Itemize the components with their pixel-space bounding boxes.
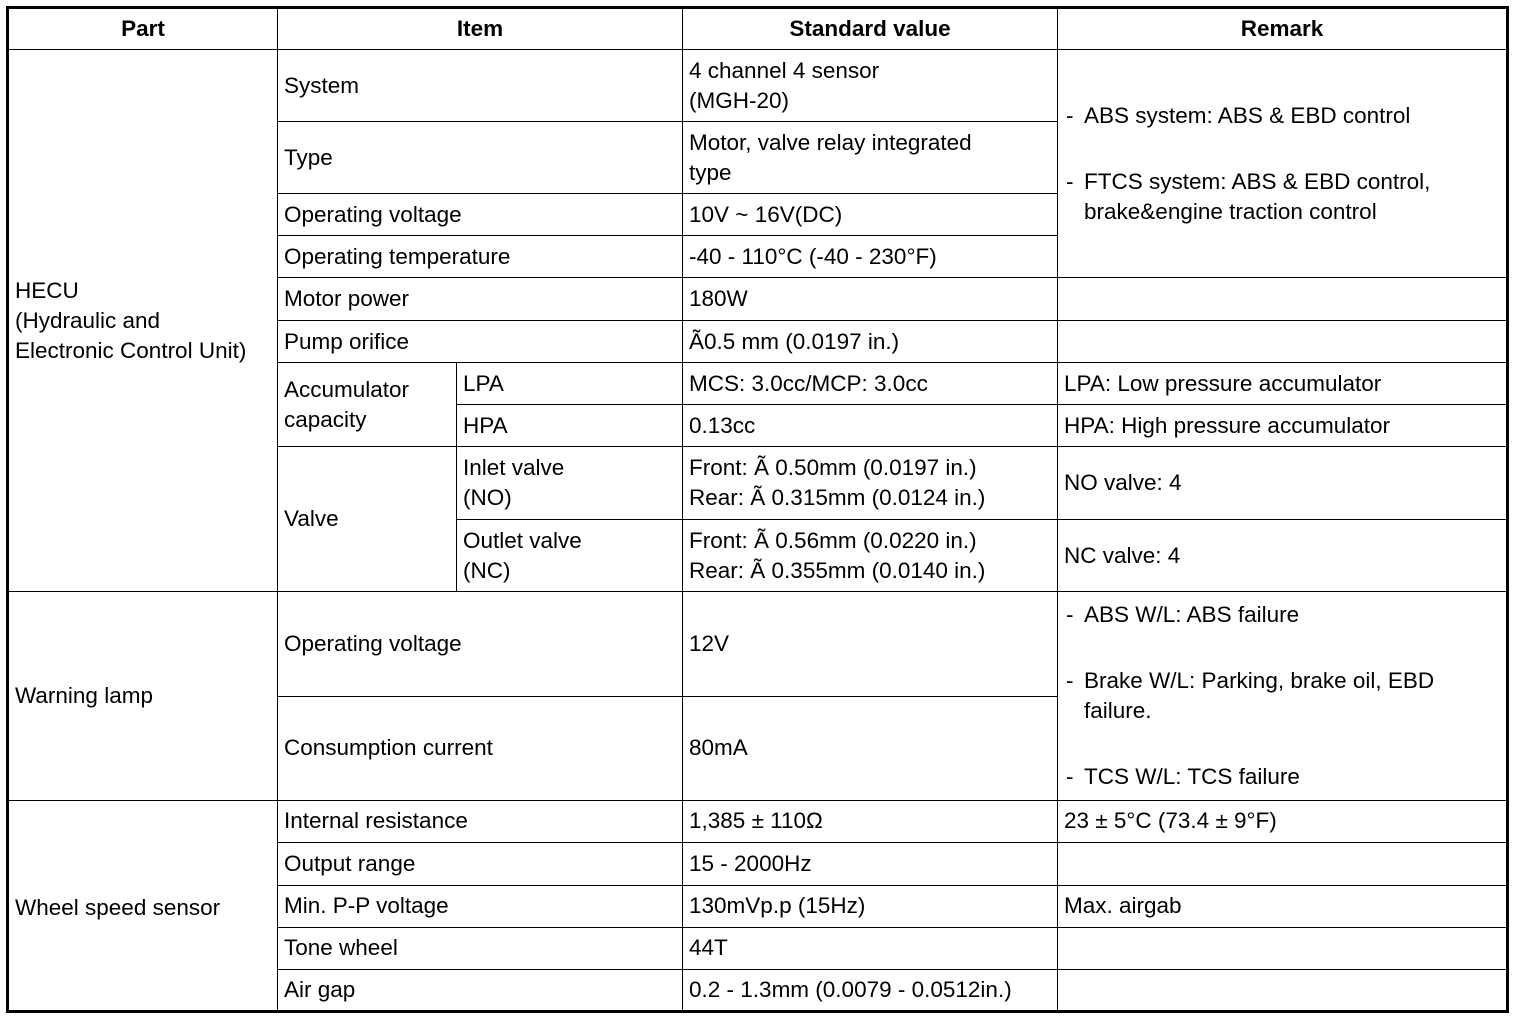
bullet-text: TCS W/L: TCS failure [1084, 764, 1300, 790]
remark-empty [1058, 278, 1508, 321]
item-output-range: Output range [278, 842, 683, 885]
item-consumption-current: Consumption current [278, 696, 683, 800]
remark-hecu-systems [1058, 50, 1508, 278]
header-remark: Remark [1058, 8, 1508, 50]
subitem-outlet-valve [457, 520, 683, 592]
value-wl-operating-voltage: 12V [683, 592, 1058, 696]
remark-min-pp-voltage: Max. airgab [1058, 885, 1508, 927]
header-standard-value: Standard value [683, 8, 1058, 50]
value-air-gap: 0.2 - 1.3mm (0.0079 - 0.0512in.) [683, 969, 1058, 1011]
bullet-line: brake&engine traction control [1084, 198, 1377, 224]
item-valve: Valve [278, 447, 457, 592]
header-part: Part [8, 8, 278, 50]
value-tone-wheel: 44T [683, 927, 1058, 969]
header-row [8, 8, 1508, 50]
item-system: System [278, 50, 683, 122]
part-hecu-line: (Hydraulic and [15, 307, 161, 333]
value-operating-temperature: -40 - 110°C (-40 - 230°F) [683, 236, 1058, 278]
value-line: Front: Ã 0.50mm (0.0197 in.) [689, 455, 977, 481]
item-accumulator-capacity [278, 363, 457, 447]
value-operating-voltage: 10V ~ 16V(DC) [683, 194, 1058, 236]
bullet-text [1084, 167, 1500, 227]
bullet-dash: - [1066, 668, 1074, 694]
value-line: Rear: Ã 0.315mm (0.0124 in.) [689, 485, 986, 511]
subitem-line: (NO) [463, 485, 512, 511]
value-output-range: 15 - 2000Hz [683, 842, 1058, 885]
table-row [8, 50, 1508, 122]
value-line: 4 channel 4 sensor [689, 57, 880, 83]
table-row [8, 800, 1508, 842]
part-hecu-line: Electronic Control Unit) [15, 337, 247, 363]
remark-empty [1058, 842, 1508, 885]
header-item: Item [278, 8, 683, 50]
value-outlet-valve [683, 520, 1058, 592]
remark-inlet-valve: NO valve: 4 [1058, 447, 1508, 520]
bullet-dash: - [1066, 602, 1074, 628]
spec-table [6, 6, 1509, 1013]
subitem-line: Outlet valve [463, 527, 582, 553]
bullet-line: failure. [1084, 698, 1152, 724]
bullet-dash: - [1066, 102, 1074, 128]
remark-warning-lamp [1058, 592, 1508, 800]
item-line: capacity [284, 406, 367, 432]
table-row [8, 592, 1508, 696]
item-internal-resistance: Internal resistance [278, 800, 683, 842]
value-pump-orifice: Ã0.5 mm (0.0197 in.) [683, 321, 1058, 363]
item-type: Type [278, 122, 683, 194]
value-line: (MGH-20) [689, 87, 790, 113]
value-system [683, 50, 1058, 122]
bullet-dash: - [1066, 168, 1074, 194]
item-pump-orifice: Pump orifice [278, 321, 683, 363]
remark-empty [1058, 969, 1508, 1011]
value-inlet-valve [683, 447, 1058, 520]
value-type [683, 122, 1058, 194]
remark-lpa: LPA: Low pressure accumulator [1058, 363, 1508, 405]
part-hecu-line: HECU [15, 277, 79, 303]
value-line: Front: Ã 0.56mm (0.0220 in.) [689, 527, 977, 553]
subitem-inlet-valve [457, 447, 683, 520]
item-operating-temperature: Operating temperature [278, 236, 683, 278]
item-wl-operating-voltage: Operating voltage [278, 592, 683, 696]
bullet-dash: - [1066, 764, 1074, 790]
remark-outlet-valve: NC valve: 4 [1058, 520, 1508, 592]
value-motor-power: 180W [683, 278, 1058, 321]
remark-bullet [1066, 600, 1500, 630]
item-air-gap: Air gap [278, 969, 683, 1011]
remark-hpa: HPA: High pressure accumulator [1058, 405, 1508, 447]
remark-empty [1058, 321, 1508, 363]
subitem-line: (NC) [463, 557, 511, 583]
remark-bullet [1066, 101, 1500, 131]
part-warning-lamp: Warning lamp [8, 592, 278, 800]
part-wheel-speed-sensor: Wheel speed sensor [8, 800, 278, 1011]
item-operating-voltage: Operating voltage [278, 194, 683, 236]
part-hecu [8, 50, 278, 592]
value-line: Motor, valve relay integrated [689, 129, 972, 155]
subitem-line: Inlet valve [463, 455, 565, 481]
subitem-hpa: HPA [457, 405, 683, 447]
bullet-text [1084, 666, 1500, 726]
bullet-text: ABS W/L: ABS failure [1084, 602, 1300, 628]
remark-bullet [1066, 762, 1500, 792]
value-min-pp-voltage: 130mVp.p (15Hz) [683, 885, 1058, 927]
value-internal-resistance: 1,385 ± 110Ω [683, 800, 1058, 842]
value-consumption-current: 80mA [683, 696, 1058, 800]
remark-bullet [1066, 666, 1500, 726]
value-line: Rear: Ã 0.355mm (0.0140 in.) [689, 557, 986, 583]
item-min-pp-voltage: Min. P-P voltage [278, 885, 683, 927]
item-tone-wheel: Tone wheel [278, 927, 683, 969]
value-line: type [689, 159, 732, 185]
bullet-line: Brake W/L: Parking, brake oil, EBD [1084, 668, 1435, 694]
bullet-line: FTCS system: ABS & EBD control, [1084, 168, 1431, 194]
subitem-lpa: LPA [457, 363, 683, 405]
value-hpa: 0.13cc [683, 405, 1058, 447]
item-line: Accumulator [284, 376, 410, 402]
remark-bullet [1066, 167, 1500, 227]
remark-empty [1058, 927, 1508, 969]
bullet-text: ABS system: ABS & EBD control [1084, 102, 1411, 128]
item-motor-power: Motor power [278, 278, 683, 321]
remark-internal-resistance: 23 ± 5°C (73.4 ± 9°F) [1058, 800, 1508, 842]
value-lpa: MCS: 3.0cc/MCP: 3.0cc [683, 363, 1058, 405]
